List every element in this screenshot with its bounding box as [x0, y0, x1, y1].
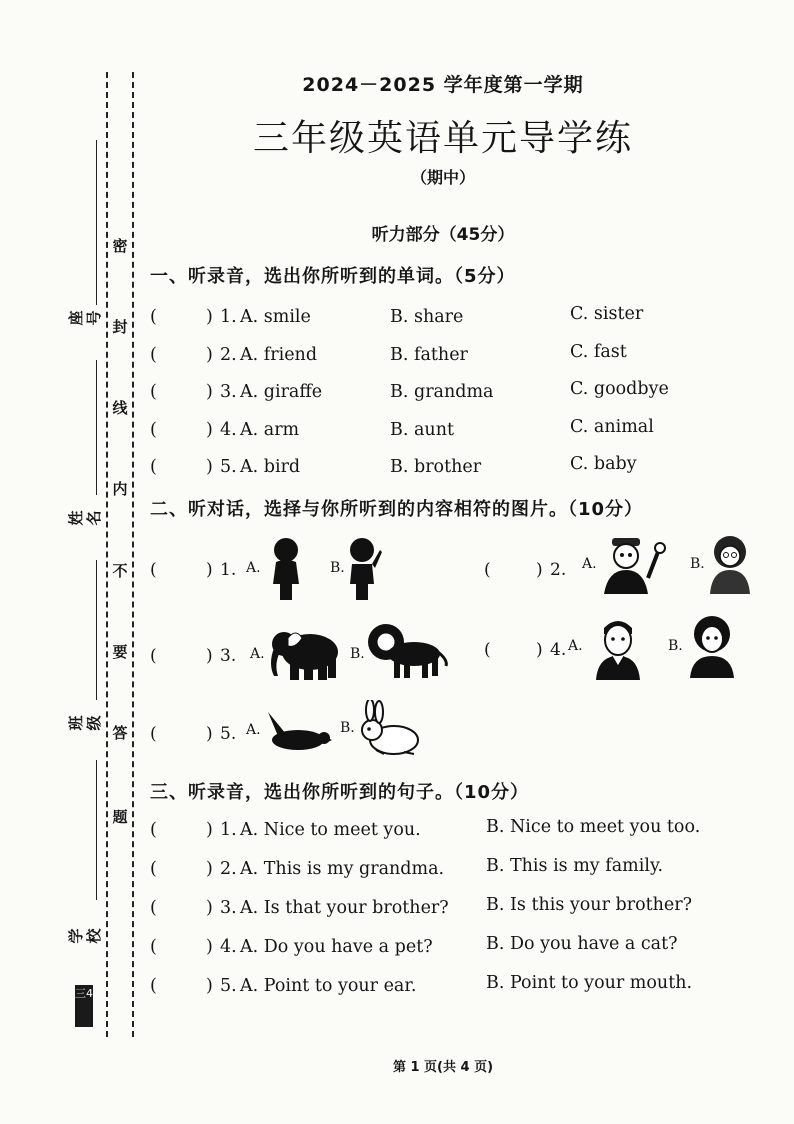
option-label: A.: [582, 556, 597, 572]
grade-tag: 三4: [75, 985, 93, 1027]
section1-question: ( ) 3. A. giraffe B. grandma C. goodbye: [150, 379, 669, 402]
answer-blank[interactable]: ): [206, 457, 213, 477]
option-label: B.: [690, 556, 705, 572]
grandpa-waving-icon: [600, 534, 670, 596]
bird-icon: [262, 704, 332, 756]
elephant-icon: [266, 624, 342, 682]
seal-char: 线: [112, 399, 128, 417]
option-label: A.: [250, 646, 265, 662]
listening-part-title: 听力部分（45分）: [371, 225, 515, 245]
answer-blank[interactable]: ): [536, 560, 543, 580]
section3-question: ( ) 2. A. This is my grandma. B. This is my family.: [150, 856, 664, 879]
section1-question: ( ) 5. A. bird B. brother C. baby: [150, 454, 637, 477]
school-field-line: [96, 760, 97, 900]
grandma-icon: [704, 534, 756, 596]
seal-char: 答: [112, 724, 128, 742]
seal-char: 内: [112, 480, 128, 498]
answer-blank[interactable]: ): [206, 560, 213, 580]
seal-char: 密: [112, 237, 128, 255]
option-label: A.: [246, 560, 261, 576]
class-field-line: [96, 560, 97, 700]
seal-char: 题: [112, 808, 128, 826]
answer-blank[interactable]: ): [206, 307, 213, 327]
option-label: A.: [568, 638, 583, 654]
section2-title: 二、听对话，选择与你所听到的内容相符的图片。（10分）: [150, 499, 644, 520]
answer-blank[interactable]: ): [206, 420, 213, 440]
answer-blank[interactable]: ): [206, 724, 213, 744]
option-label: B.: [668, 638, 683, 654]
answer-blank[interactable]: ): [206, 345, 213, 365]
section3-question: ( ) 4. A. Do you have a pet? B. Do you have a cat?: [150, 934, 678, 957]
seat-field-label: 座号: [67, 310, 103, 326]
seal-dashed-line: [106, 72, 108, 1037]
section3-title: 三、听录音，选出你所听到的句子。（10分）: [150, 782, 530, 803]
option-label: A.: [246, 722, 261, 738]
answer-blank[interactable]: ): [206, 937, 213, 957]
answer-blank[interactable]: ): [206, 859, 213, 879]
girl-silhouette-icon: [266, 536, 306, 602]
answer-blank[interactable]: ): [536, 640, 543, 660]
section3-question: ( ) 5. A. Point to your ear. B. Point to your mouth.: [150, 973, 693, 996]
name-field-label: 姓名: [67, 510, 103, 526]
answer-blank[interactable]: ): [206, 820, 213, 840]
answer-blank[interactable]: ): [206, 976, 213, 996]
option-label: B.: [340, 720, 355, 736]
class-field-label: 班级: [67, 715, 103, 731]
name-field-line: [96, 360, 97, 495]
seal-char: 封: [112, 318, 128, 336]
section3-question: ( ) 3. A. Is that your brother? B. Is this your brother?: [150, 895, 693, 918]
section1-question: ( ) 4. A. arm B. aunt C. animal: [150, 417, 654, 440]
section3-question: ( ) 1. A. Nice to meet you. B. Nice to meet you too.: [150, 817, 701, 840]
page-number: 第 1 页(共 4 页): [392, 1060, 494, 1075]
seal-char: 不: [112, 562, 128, 580]
section1-question: ( ) 1. A. smile B. share C. sister: [150, 304, 644, 327]
rabbit-icon: [354, 700, 424, 758]
seal-char: 要: [112, 643, 128, 661]
option-label: B.: [330, 560, 345, 576]
seal-dashed-line: [132, 72, 134, 1037]
boy-pointing-icon: [344, 536, 384, 602]
section1-question: ( ) 2. A. friend B. father C. fast: [150, 342, 627, 365]
answer-blank[interactable]: ): [206, 382, 213, 402]
lion-icon: [366, 620, 452, 682]
section1-title: 一、听录音，选出你所听到的单词。（5分）: [150, 266, 516, 287]
page-title: 三年级英语单元导学练: [252, 118, 633, 159]
school-field-label: 学校: [67, 928, 103, 944]
exam-subtitle: （期中）: [410, 168, 475, 187]
woman-icon: [686, 612, 738, 678]
school-year: 2024－2025 学年度第一学期: [302, 74, 584, 96]
option-label: B.: [350, 646, 365, 662]
answer-blank[interactable]: ): [206, 646, 213, 666]
man-icon: [592, 614, 644, 680]
answer-blank[interactable]: ): [206, 898, 213, 918]
